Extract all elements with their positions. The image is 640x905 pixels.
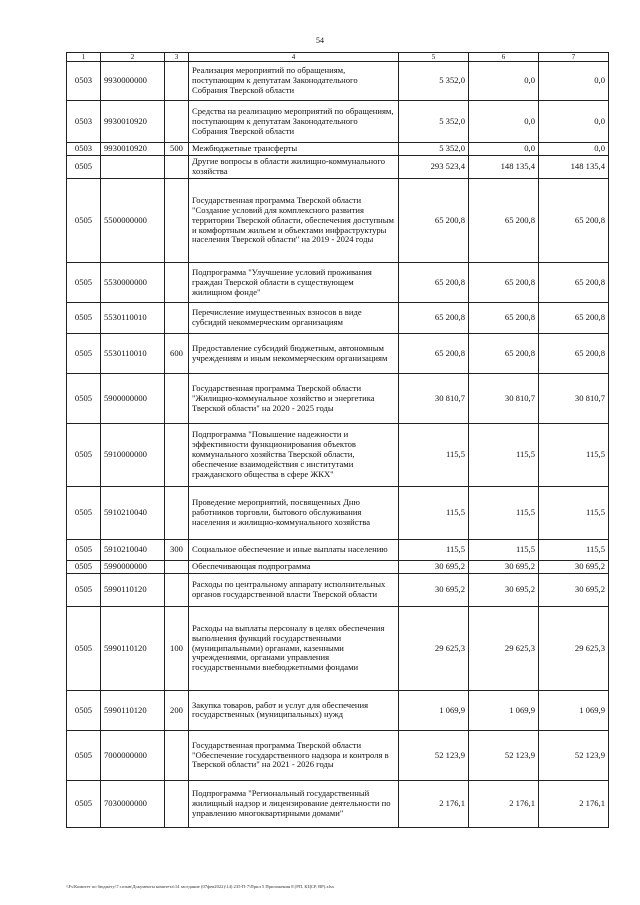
amount-col-5: 115,5	[399, 540, 469, 561]
expense-type-code	[165, 374, 189, 424]
expense-type-code	[165, 561, 189, 574]
target-article-code: 9930010920	[101, 101, 165, 143]
item-name: Перечисление имущественных взносов в виде субсидий некоммерческим организациям	[189, 303, 399, 334]
item-name: Подпрограмма "Региональный государственный жилищный надзор и лицензирование деятельности по управлению многоквартирными домами"	[189, 780, 399, 827]
table-row	[67, 156, 609, 179]
expense-type-code: 200	[165, 690, 189, 730]
table-row	[67, 101, 609, 143]
amount-col-6: 115,5	[469, 487, 539, 540]
expense-type-code	[165, 487, 189, 540]
item-name: Подпрограмма "Повышение надежности и эффективности функционирования объектов коммунального хозяйства Тверской области, обеспечение взаимодействия с институтами гражданского общества в сфере ЖКХ"	[189, 424, 399, 487]
item-name: Другие вопросы в области жилищно-коммунального хозяйства	[189, 156, 399, 179]
item-name: Расходы по центральному аппарату исполнительных органов государственной власти Тверской области	[189, 573, 399, 606]
amount-col-6: 65 200,8	[469, 263, 539, 303]
section-code: 0505	[67, 780, 101, 827]
target-article-code: 5990110120	[101, 606, 165, 690]
amount-col-5: 115,5	[399, 424, 469, 487]
amount-col-7: 29 625,3	[539, 606, 609, 690]
target-article-code: 9930000000	[101, 62, 165, 101]
item-name: Социальное обеспечение и иные выплаты населению	[189, 540, 399, 561]
target-article-code: 5530000000	[101, 263, 165, 303]
target-article-code: 5910210040	[101, 540, 165, 561]
amount-col-5: 293 523,4	[399, 156, 469, 179]
table-row	[67, 561, 609, 574]
amount-col-7: 115,5	[539, 487, 609, 540]
amount-col-6: 30 695,2	[469, 573, 539, 606]
table-row	[67, 334, 609, 374]
amount-col-7: 148 135,4	[539, 156, 609, 179]
amount-col-6: 52 123,9	[469, 730, 539, 780]
item-name: Подпрограмма "Улучшение условий проживания граждан Тверской области в существующем жилищном фонде"	[189, 263, 399, 303]
amount-col-6: 115,5	[469, 424, 539, 487]
amount-col-6: 30 810,7	[469, 374, 539, 424]
expense-type-code	[165, 573, 189, 606]
amount-col-7: 115,5	[539, 540, 609, 561]
section-code: 0505	[67, 179, 101, 263]
amount-col-7: 0,0	[539, 143, 609, 156]
amount-col-7: 30 810,7	[539, 374, 609, 424]
target-article-code: 5900000000	[101, 374, 165, 424]
section-code: 0505	[67, 606, 101, 690]
table-row	[67, 730, 609, 780]
amount-col-7: 65 200,8	[539, 303, 609, 334]
section-code: 0505	[67, 487, 101, 540]
expense-type-code: 100	[165, 606, 189, 690]
item-name: Государственная программа Тверской области "Обеспечение государственного надзора и контроля в Тверской области" на 2021 - 2026 годы	[189, 730, 399, 780]
amount-col-5: 29 625,3	[399, 606, 469, 690]
amount-col-6: 2 176,1	[469, 780, 539, 827]
amount-col-5: 5 352,0	[399, 62, 469, 101]
section-code: 0503	[67, 62, 101, 101]
item-name: Обеспечивающая подпрограмма	[189, 561, 399, 574]
section-code: 0505	[67, 303, 101, 334]
item-name: Средства на реализацию мероприятий по обращениям, поступающим к депутатам Законодательного Собрания Тверской области	[189, 101, 399, 143]
table-row	[67, 179, 609, 263]
amount-col-7: 0,0	[539, 101, 609, 143]
column-header: 4	[189, 53, 399, 62]
amount-col-7: 1 069,9	[539, 690, 609, 730]
target-article-code: 5530110010	[101, 303, 165, 334]
amount-col-6: 65 200,8	[469, 334, 539, 374]
table-row	[67, 374, 609, 424]
file-path-footer: \\Fs\Комитет по бюджету\7 созыв\Документы комитета\14 заседание (07фев2022)\14) 235-П-7\Прил 5 Приложения 8 (РП, КЦСР, ВР).xlsx	[66, 884, 335, 889]
expense-type-code	[165, 424, 189, 487]
amount-col-5: 30 695,2	[399, 561, 469, 574]
target-article-code: 7030000000	[101, 780, 165, 827]
section-code: 0505	[67, 730, 101, 780]
amount-col-7: 0,0	[539, 62, 609, 101]
table-row	[67, 780, 609, 827]
target-article-code: 5990110120	[101, 573, 165, 606]
item-name: Государственная программа Тверской области "Создание условий для комплексного развития территории Тверской области, обеспечения доступным и комфортным жильем и объектами инфраструктуры населения Тверской области" на 2019 - 2024 годы	[189, 179, 399, 263]
expense-type-code	[165, 62, 189, 101]
item-name: Предоставление субсидий бюджетным, автономным учреждениям и иным некоммерческим организациям	[189, 334, 399, 374]
expense-type-code	[165, 303, 189, 334]
page-number: 54	[316, 36, 324, 45]
item-name: Расходы на выплаты персоналу в целях обеспечения выполнения функций государственными (муниципальными) органами, казенными учреждениями, органами управления государственными внебюджетными фондами	[189, 606, 399, 690]
amount-col-5: 115,5	[399, 487, 469, 540]
amount-col-5: 30 810,7	[399, 374, 469, 424]
target-article-code	[101, 156, 165, 179]
amount-col-7: 30 695,2	[539, 573, 609, 606]
section-code: 0505	[67, 156, 101, 179]
amount-col-6: 148 135,4	[469, 156, 539, 179]
table-body	[67, 62, 609, 828]
section-code: 0505	[67, 374, 101, 424]
amount-col-5: 2 176,1	[399, 780, 469, 827]
target-article-code: 5910000000	[101, 424, 165, 487]
section-code: 0505	[67, 334, 101, 374]
target-article-code: 9930010920	[101, 143, 165, 156]
amount-col-7: 65 200,8	[539, 263, 609, 303]
item-name: Реализация мероприятий по обращениям, поступающим к депутатам Законодательного Собрания Тверской области	[189, 62, 399, 101]
amount-col-6: 65 200,8	[469, 179, 539, 263]
section-code: 0505	[67, 561, 101, 574]
table-row	[67, 62, 609, 101]
table-header	[67, 53, 609, 62]
table-row	[67, 573, 609, 606]
amount-col-5: 65 200,8	[399, 303, 469, 334]
amount-col-6: 0,0	[469, 143, 539, 156]
table-row	[67, 263, 609, 303]
section-code: 0505	[67, 263, 101, 303]
amount-col-5: 65 200,8	[399, 263, 469, 303]
expense-type-code	[165, 101, 189, 143]
item-name: Межбюджетные трансферты	[189, 143, 399, 156]
amount-col-7: 2 176,1	[539, 780, 609, 827]
table-row	[67, 606, 609, 690]
expense-type-code: 600	[165, 334, 189, 374]
amount-col-6: 115,5	[469, 540, 539, 561]
section-code: 0505	[67, 540, 101, 561]
target-article-code: 5990110120	[101, 690, 165, 730]
table-row	[67, 303, 609, 334]
table-row	[67, 487, 609, 540]
amount-col-6: 29 625,3	[469, 606, 539, 690]
amount-col-6: 0,0	[469, 101, 539, 143]
target-article-code: 5500000000	[101, 179, 165, 263]
target-article-code: 5990000000	[101, 561, 165, 574]
item-name: Закупка товаров, работ и услуг для обеспечения государственных (муниципальных) нужд	[189, 690, 399, 730]
amount-col-5: 65 200,8	[399, 334, 469, 374]
amount-col-5: 5 352,0	[399, 143, 469, 156]
amount-col-5: 65 200,8	[399, 179, 469, 263]
expense-type-code	[165, 730, 189, 780]
item-name: Проведение мероприятий, посвященных Дню работников торговли, бытового обслуживания населения и жилищно-коммунального хозяйства	[189, 487, 399, 540]
column-header: 1	[67, 53, 101, 62]
section-code: 0503	[67, 143, 101, 156]
amount-col-6: 0,0	[469, 62, 539, 101]
target-article-code: 5910210040	[101, 487, 165, 540]
column-header: 6	[469, 53, 539, 62]
column-header: 3	[165, 53, 189, 62]
amount-col-5: 5 352,0	[399, 101, 469, 143]
expense-type-code: 500	[165, 143, 189, 156]
expense-type-code: 300	[165, 540, 189, 561]
table-row	[67, 540, 609, 561]
amount-col-5: 30 695,2	[399, 573, 469, 606]
amount-col-7: 65 200,8	[539, 334, 609, 374]
amount-col-5: 1 069,9	[399, 690, 469, 730]
expense-type-code	[165, 780, 189, 827]
expense-type-code	[165, 263, 189, 303]
item-name: Государственная программа Тверской области "Жилищно-коммунальное хозяйство и энергетика Тверской области" на 2020 - 2025 годы	[189, 374, 399, 424]
amount-col-6: 65 200,8	[469, 303, 539, 334]
expense-type-code	[165, 156, 189, 179]
amount-col-7: 115,5	[539, 424, 609, 487]
section-code: 0503	[67, 101, 101, 143]
column-header: 5	[399, 53, 469, 62]
section-code: 0505	[67, 424, 101, 487]
column-header: 2	[101, 53, 165, 62]
amount-col-7: 65 200,8	[539, 179, 609, 263]
amount-col-6: 30 695,2	[469, 561, 539, 574]
target-article-code: 5530110010	[101, 334, 165, 374]
table-row	[67, 690, 609, 730]
amount-col-6: 1 069,9	[469, 690, 539, 730]
section-code: 0505	[67, 573, 101, 606]
amount-col-7: 52 123,9	[539, 730, 609, 780]
amount-col-5: 52 123,9	[399, 730, 469, 780]
target-article-code: 7000000000	[101, 730, 165, 780]
table-row	[67, 143, 609, 156]
amount-col-7: 30 695,2	[539, 561, 609, 574]
section-code: 0505	[67, 690, 101, 730]
budget-table	[66, 52, 609, 828]
table-row	[67, 424, 609, 487]
expense-type-code	[165, 179, 189, 263]
column-header: 7	[539, 53, 609, 62]
